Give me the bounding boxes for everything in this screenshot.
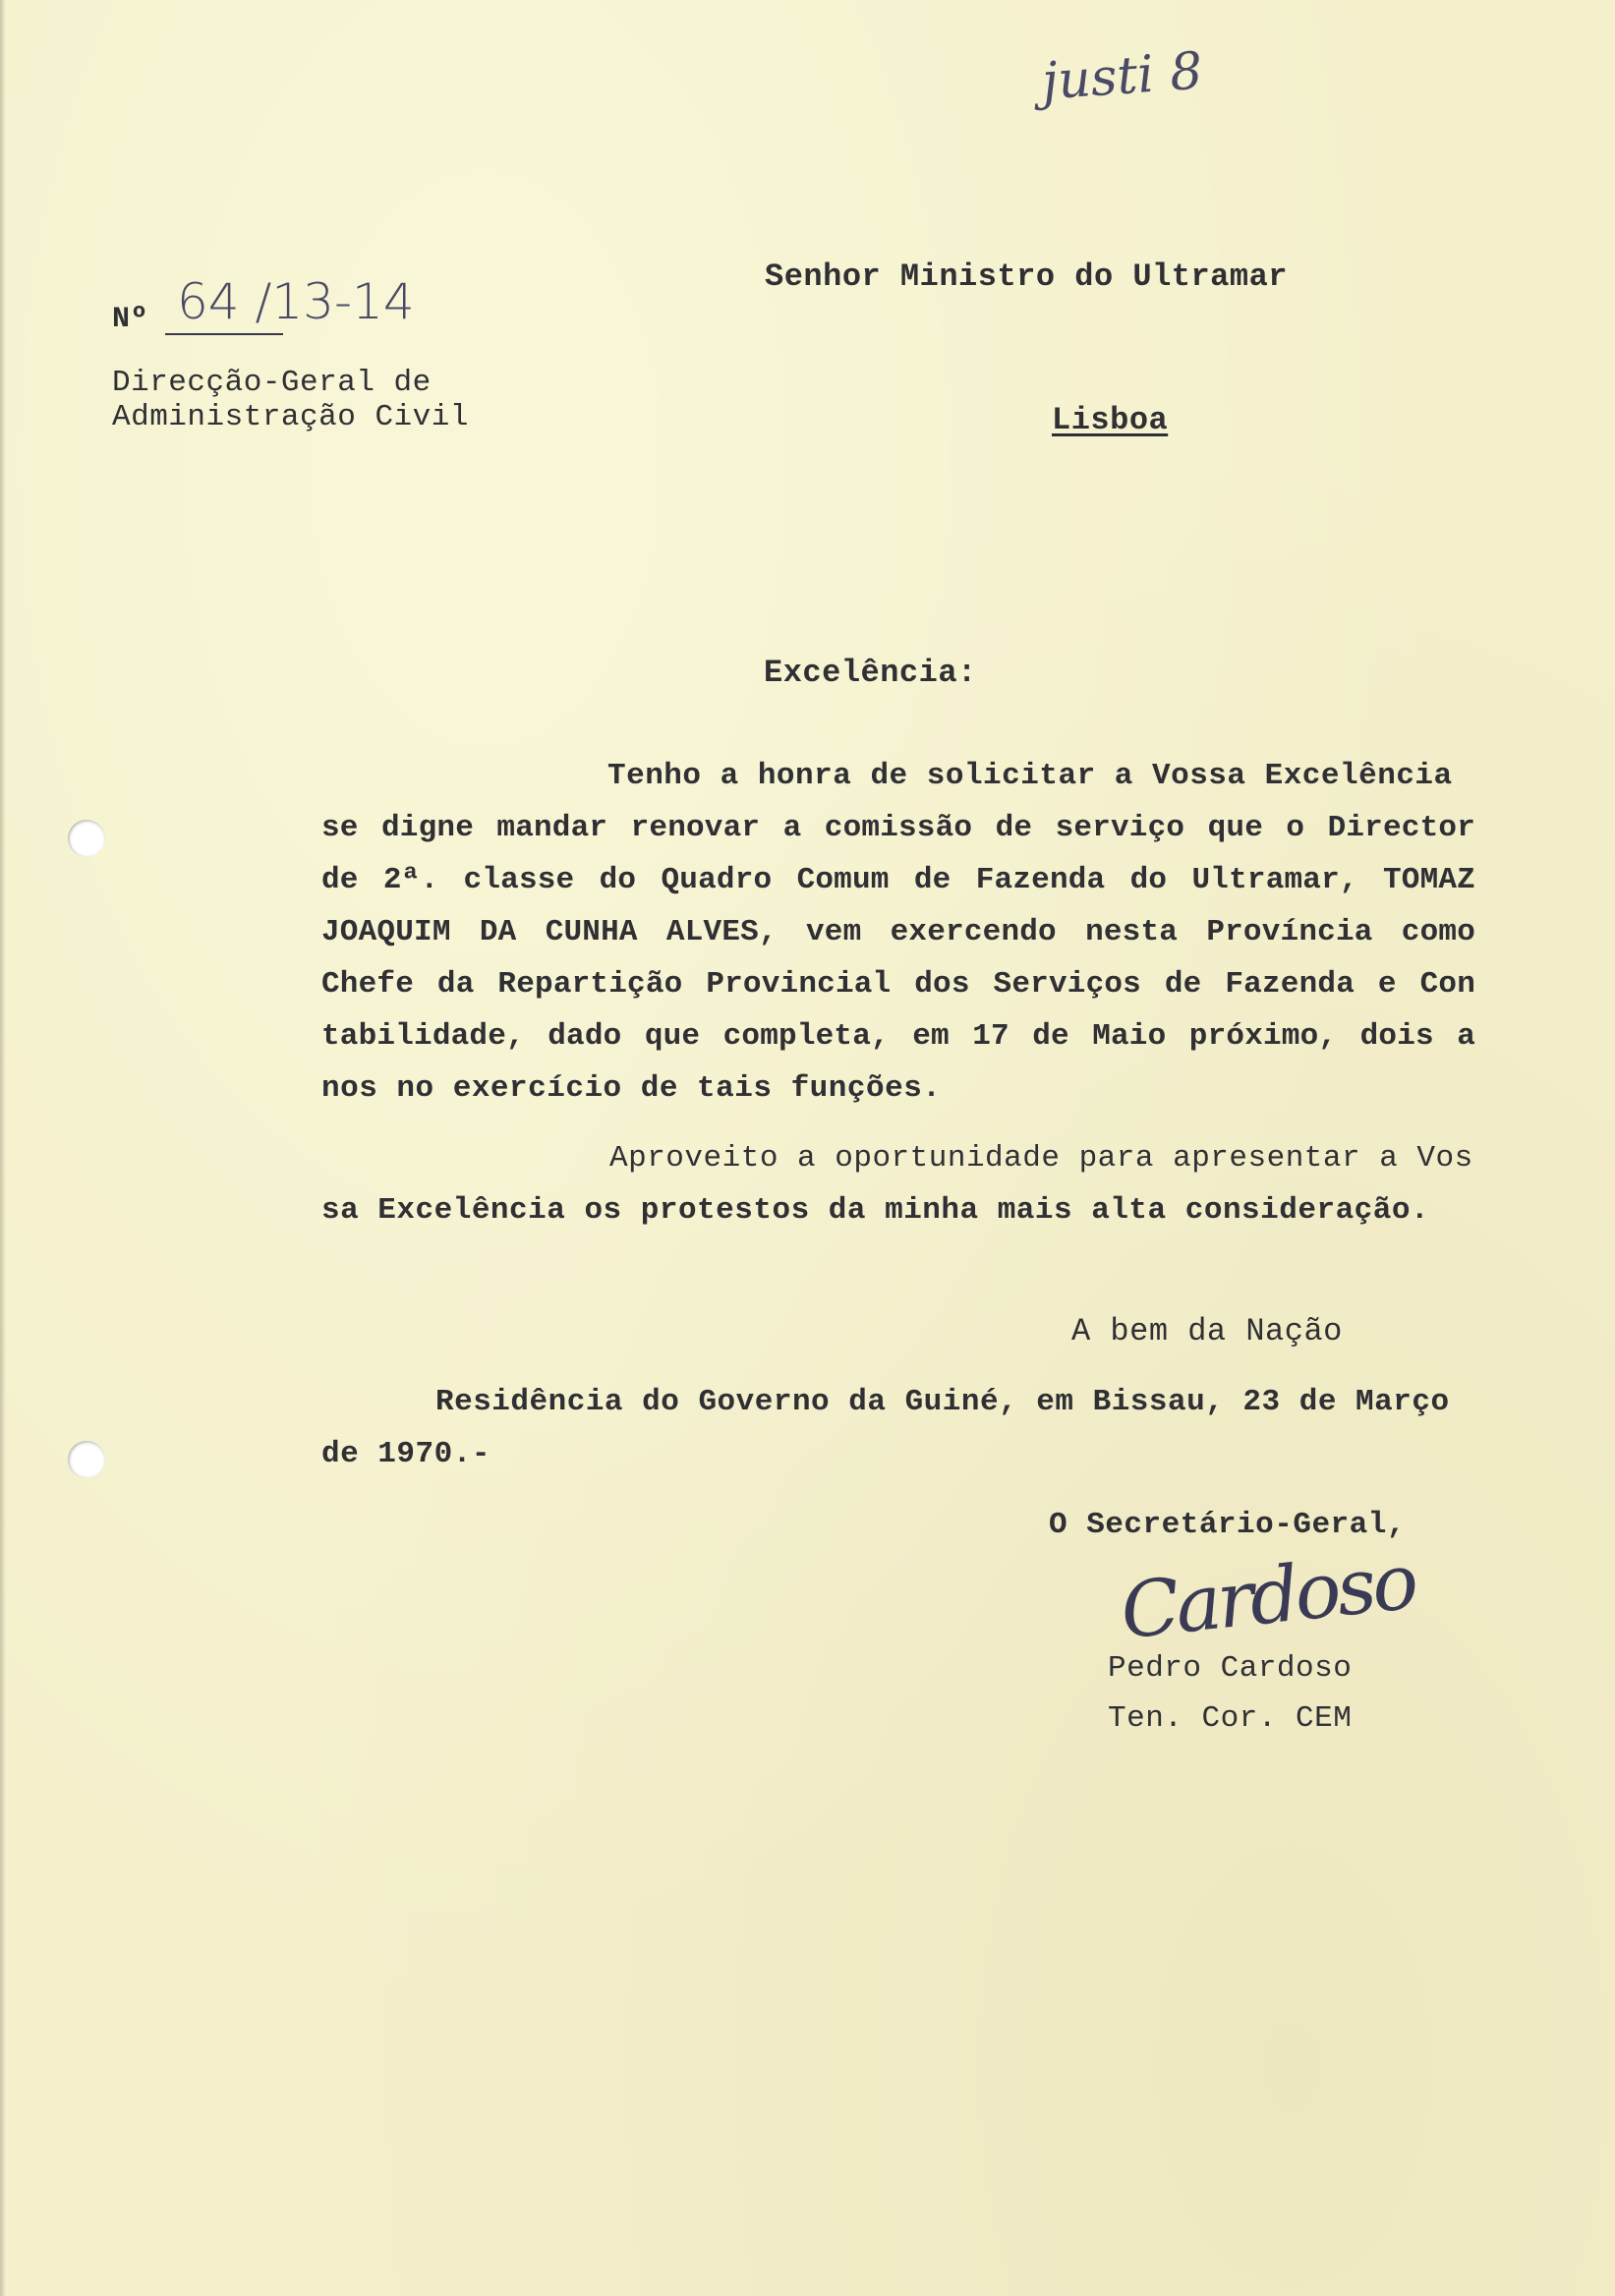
place-date-line: Residência do Governo da Guiné, em Bissau, 23 de Março [435,1385,1450,1419]
page-edge-shadow [0,0,6,2296]
paragraph-2-line: Aproveito a oportunidade para apresentar a Vos [609,1141,1473,1176]
handwritten-signature: Cardoso [1117,1537,1419,1657]
signatory-rank: Ten. Cor. CEM [1108,1701,1353,1736]
office-line-1: Direcção-Geral de [112,366,432,400]
paragraph-1-line: Tenho a honra de solicitar a Vossa Excelência [607,759,1453,793]
office-line-2: Administração Civil [112,400,469,434]
signatory-title: O Secretário-Geral, [1049,1508,1406,1542]
paragraph-1-line: Chefe da Repartição Provincial dos Serviços de Fazenda e Con [321,967,1475,1002]
addressee-line: Senhor Ministro do Ultramar [765,258,1288,295]
closing-formula: A bem da Nação [1071,1313,1343,1349]
handwritten-annotation: justi 8 [1040,41,1205,112]
paragraph-1-line: de 2ª. classe do Quadro Comum de Fazenda do Ultramar, TOMAZ [321,863,1475,897]
addressee-city: Lisboa [1052,402,1169,438]
signatory-name: Pedro Cardoso [1108,1651,1353,1686]
paragraph-1-line: se digne mandar renovar a comissão de serviço que o Director [321,811,1475,845]
salutation: Excelência: [764,655,977,691]
place-date-line: de 1970.- [321,1437,490,1471]
paragraph-1-line: JOAQUIM DA CUNHA ALVES, vem exercendo nesta Província como [321,915,1475,949]
reference-underline [165,333,283,335]
punch-hole-bottom [68,1441,105,1478]
reference-handwritten-number: 64 /13-14 [177,273,415,330]
paragraph-2-line: sa Excelência os protestos da minha mais alta consideração. [321,1193,1430,1228]
paragraph-1-line: tabilidade, dado que completa, em 17 de Maio próximo, dois a [321,1019,1475,1054]
paragraph-1-line: nos no exercício de tais funções. [321,1071,942,1106]
reference-prefix: Nº [112,303,149,336]
punch-hole-top [68,820,105,857]
